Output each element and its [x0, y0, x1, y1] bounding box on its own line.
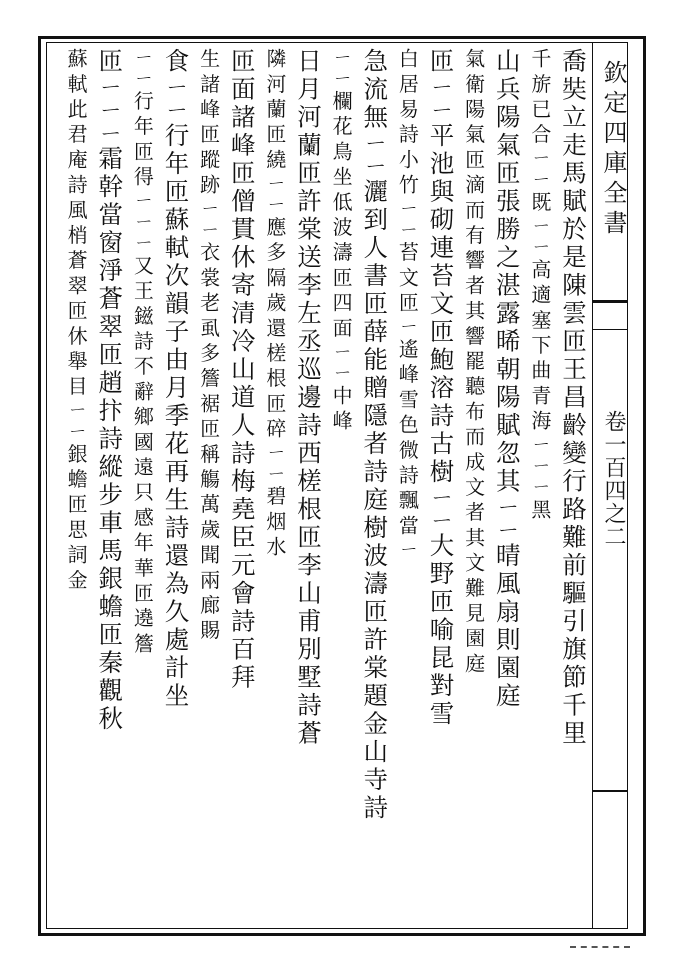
center-fold-line: [592, 42, 593, 929]
text-column: 匝ㄧㄧㄧ霜幹當窗淨蒼翠匝趙抃詩縱步車馬銀蟾匝秦觀秋: [95, 48, 125, 734]
text-column: 山兵陽氣匝張勝之湛露晞朝陽賦忽其ㄧㄧ晴風扇則園庭: [492, 48, 522, 711]
book-title: 欽定四庫全書: [599, 60, 627, 240]
text-column: 喬奘立走馬賦於是陳雲匝王昌齡變行路難前驅引旗節千里: [559, 48, 588, 748]
text-column: 蘇軾此君庵詩風梢蒼翠匝休舉目ㄧㄧ銀蟾匝思詞金: [64, 48, 89, 595]
volume-label: 卷一百四之二: [601, 410, 626, 548]
text-column: 急流無ㄧㄧ灑到人書匝薛能贈隱者詩庭樹波濤匝許棠題金山寺詩: [360, 48, 390, 823]
text-column: 日月河蘭匝許棠送李左丞巡邊詩西槎根匝李山甫別墅詩蒼: [294, 48, 323, 748]
page-edge-mark: [570, 938, 630, 948]
text-column: 氣衛陽氣匝滴而有響者其響罷聽布而成文者其文難見園庭: [461, 48, 486, 678]
text-column: 隣河蘭匝繞ㄧㄧ應多隔歲還槎根匝碎ㄧㄧ碧烟水: [262, 48, 287, 562]
fishtail-lower-mark: [592, 790, 628, 792]
text-column: 匝ㄧㄧ平池與砌連苔文匝鮑溶詩古樹ㄧㄧ大野匝喻昆對雪: [426, 48, 456, 729]
text-column: ㄧㄧ欄花鳥坐低波濤匝四面ㄧㄧ中峰: [329, 48, 354, 436]
text-column: 匝面諸峰匝僧貫休寄清冷山道人詩梅堯臣元會詩百拜: [227, 48, 257, 692]
text-column: 食ㄧㄧ行年匝蘇軾次韻子由月季花再生詩還為久處計坐: [161, 48, 191, 711]
fishtail-mark: [592, 300, 628, 330]
text-column: 生諸峰匝蹤跡ㄧㄧ衣裳老虱多簷裾匝稱觴萬歲聞兩廊賜: [196, 48, 221, 645]
text-column: 千旂已合ㄧㄧ既ㄧㄧ高適塞下曲青海ㄧㄧㄧ黑: [527, 48, 552, 524]
text-column: 白居易詩小竹ㄧㄧ苔文匝ㄧ遙峰雪色微詩飄當ㄧ: [395, 48, 420, 562]
text-column: ㄧㄧ行年匝得ㄧㄧㄧ又王鎡詩不辭鄉國遠只感年華匝遶簷: [130, 48, 155, 658]
text-columns: [60, 48, 590, 923]
